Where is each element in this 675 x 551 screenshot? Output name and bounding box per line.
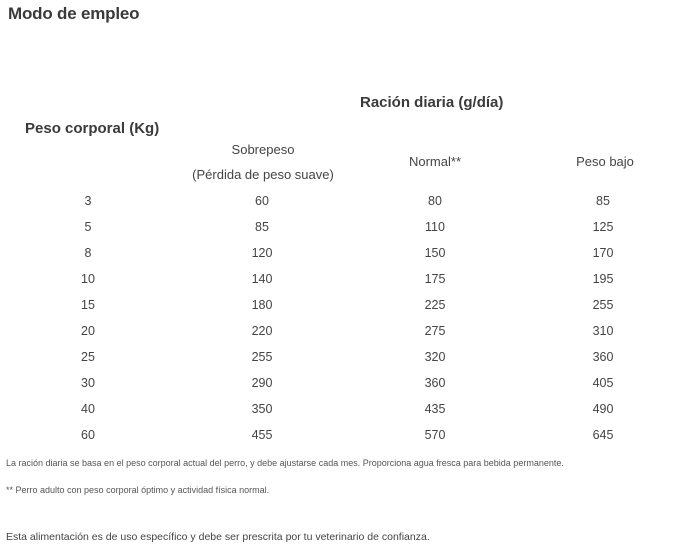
cell-sobrepeso: 290 [251,376,273,390]
cell-peso: 30 [81,376,95,390]
cell-normal: 150 [424,246,446,260]
cell-peso: 8 [84,246,92,260]
cell-normal: 435 [424,402,446,416]
page-title: Modo de empleo [8,4,140,23]
cell-normal: 275 [424,324,446,338]
table-row [0,292,675,318]
cell-sobrepeso: 255 [251,350,273,364]
cell-peso: 5 [84,220,92,234]
table-row [0,214,675,240]
table-row [0,370,675,396]
cell-sobrepeso: 140 [251,272,273,286]
weight-header: Peso corporal (Kg) [25,120,160,137]
cell-sobrepeso: 220 [251,324,273,338]
cell-sobrepeso: 120 [251,246,273,260]
cell-sobrepeso: 455 [251,428,273,442]
table-row [0,188,675,214]
cell-peso: 20 [81,324,95,338]
ration-note: La ración diaria se basa en el peso corporal actual del perro, y debe ajustarse cada mes. Proporciona agua fresca para bebida permanente. [6,458,564,468]
column-header-sobrepeso-subtitle: (Pérdida de peso suave) [192,167,334,182]
normal-footnote: ** Perro adulto con peso corporal óptimo y actividad física normal. [6,485,270,495]
cell-normal: 320 [424,350,446,364]
column-header-normal: Normal** [408,154,461,169]
cell-peso-bajo: 490 [592,402,614,416]
cell-normal: 360 [424,376,446,390]
cell-normal: 570 [424,428,446,442]
cell-peso-bajo: 310 [592,324,614,338]
column-header-peso-bajo: Peso bajo [576,154,634,169]
cell-peso-bajo: 170 [592,246,614,260]
cell-sobrepeso: 85 [255,220,269,234]
cell-normal: 225 [424,298,446,312]
cell-peso: 10 [81,272,95,286]
column-header-sobrepeso: Sobrepeso [231,142,295,157]
cell-peso: 15 [81,298,95,312]
ration-header: Ración diaria (g/día) [360,94,504,111]
cell-peso: 3 [84,194,92,208]
table-row [0,422,675,448]
cell-sobrepeso: 60 [255,194,269,208]
cell-peso: 25 [81,350,95,364]
cell-normal: 110 [425,220,445,234]
table-row [0,240,675,266]
table-row [0,266,675,292]
cell-peso-bajo: 645 [592,428,614,442]
cell-peso: 60 [81,428,95,442]
cell-peso-bajo: 85 [596,194,610,208]
cell-peso: 40 [81,402,95,416]
ration-table-body [0,188,675,448]
cell-normal: 80 [428,194,442,208]
cell-peso-bajo: 360 [592,350,614,364]
table-row [0,396,675,422]
cell-sobrepeso: 350 [251,402,273,416]
cell-sobrepeso: 180 [251,298,273,312]
veterinary-disclaimer: Esta alimentación es de uso específico y debe ser prescrita por tu veterinario de confianza. [6,531,430,543]
table-row [0,344,675,370]
cell-peso-bajo: 195 [592,272,614,286]
table-row [0,318,675,344]
cell-peso-bajo: 405 [592,376,614,390]
cell-peso-bajo: 125 [592,220,614,234]
cell-peso-bajo: 255 [592,298,614,312]
cell-normal: 175 [424,272,446,286]
